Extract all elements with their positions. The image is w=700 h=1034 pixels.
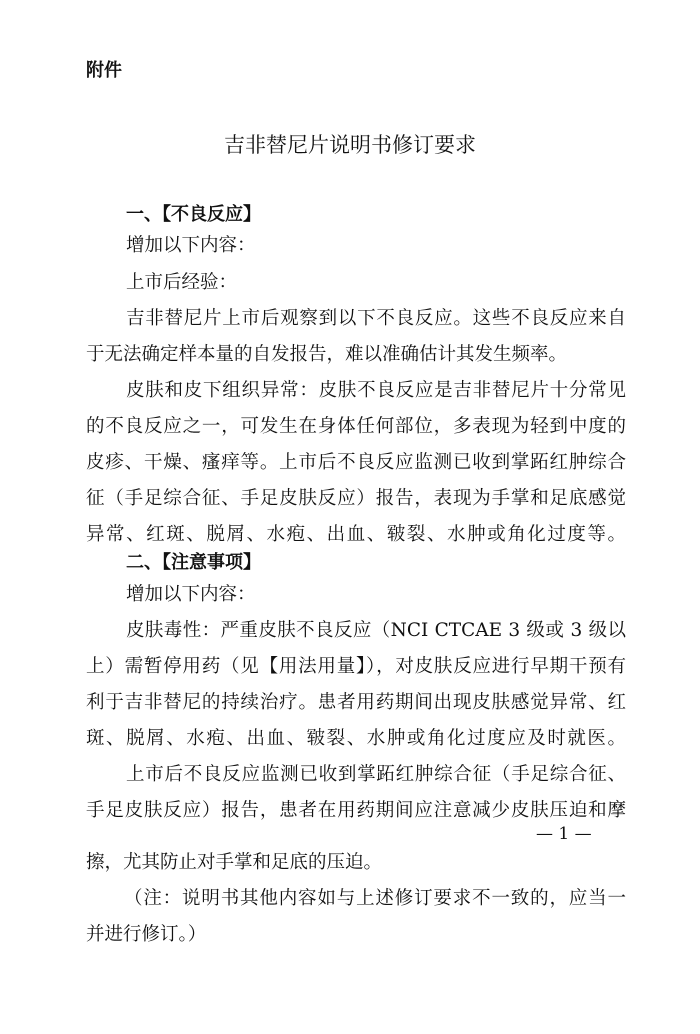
paragraph-line: 斑、脱屑、水疱、出血、皲裂、水肿或角化过度应及时就医。 [86,728,626,749]
paragraph-line: 皮疹、干燥、瘙痒等。上市后不良反应监测已收到掌跖红肿综合 [86,452,626,473]
paragraph-line: 皮肤毒性：严重皮肤不良反应（NCI CTCAE 3 级或 3 级以 [126,620,626,641]
paragraph-line: 吉非替尼片上市后观察到以下不良反应。这些不良反应来自 [126,308,626,329]
note-line: （注：说明书其他内容如与上述修订要求不一致的，应当一 [124,888,626,909]
paragraph-line: 手足皮肤反应）报告，患者在用药期间应注意减少皮肤压迫和摩 [86,800,626,821]
note-line: 并进行修订。） [86,924,207,945]
paragraph-line: 征（手足综合征、手足皮肤反应）报告，表现为手掌和足底感觉 [86,488,626,509]
paragraph-line: 于无法确定样本量的自发报告，难以准确估计其发生频率。 [86,344,568,365]
paragraph-line: 皮肤和皮下组织异常：皮肤不良反应是吉非替尼片十分常见 [126,380,626,401]
paragraph-line: 上市后经验： [126,272,238,293]
section-heading-precautions: 二、【注意事项】 [126,552,261,573]
paragraph-line: 增加以下内容： [126,235,256,256]
paragraph-line: 异常、红斑、脱屑、水疱、出血、皲裂、水肿或角化过度等。 [86,524,626,545]
attachment-label: 附件 [86,60,122,81]
paragraph-line: 利于吉非替尼的持续治疗。患者用药期间出现皮肤感觉异常、红 [86,692,626,713]
section-heading-adverse-reactions: 一、【不良反应】 [126,204,261,225]
paragraph-line: 的不良反应之一，可发生在身体任何部位，多表现为轻到中度的 [86,416,626,437]
paragraph-line: 擦，尤其防止对手掌和足底的压迫。 [86,852,383,873]
paragraph-line: 增加以下内容： [126,584,256,605]
page-title: 吉非替尼片说明书修订要求 [224,133,476,157]
paragraph-line: 上）需暂停用药（见【用法用量】），对皮肤反应进行早期干预有 [86,656,626,677]
page-number: — 1 — [536,824,592,844]
paragraph-line: 上市后不良反应监测已收到掌跖红肿综合征（手足综合征、 [126,764,626,785]
